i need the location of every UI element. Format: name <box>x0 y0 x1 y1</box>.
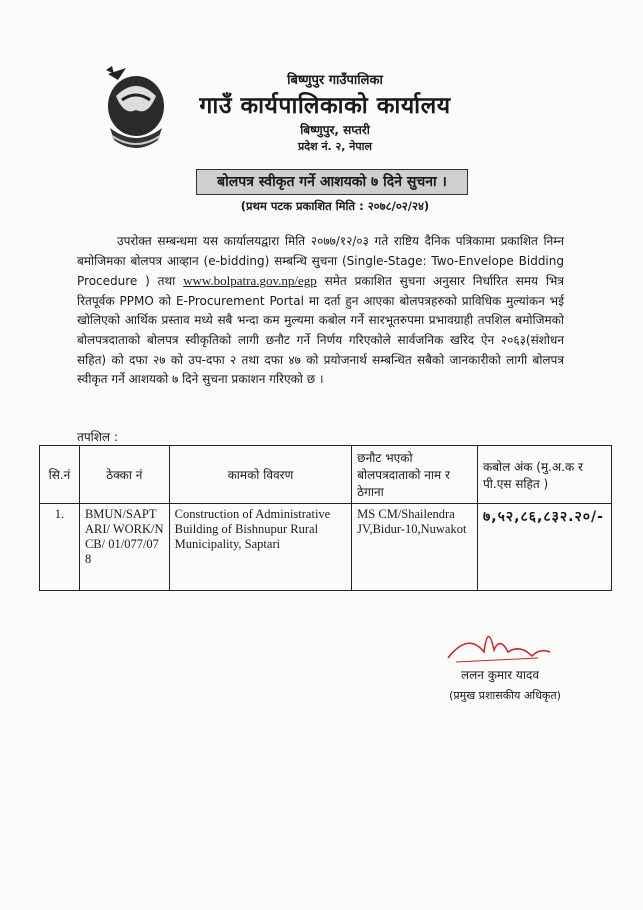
signature-icon <box>428 622 558 670</box>
row-bidder: MS CM/Shailendra JV,Bidur-10,Nuwakot <box>352 504 478 591</box>
table-header-row <box>40 446 612 504</box>
nepal-emblem-icon <box>98 66 168 158</box>
egp-link[interactable]: www.bolpatra.gov.np/egp <box>183 273 317 289</box>
body-part-1: उपरोक्त सम्बन्धमा यस कार्यालयद्वारा मिति २०७७/१२/०३ गते राष्टिय दैनिक पत्रिकामा प्रकाशित निम्न बमोजिमका बोलपत्र आव्हान (e-bidding) सम्बन्धि सुचना (Single-Stage: Two-Envelope Bidding Procedure ) तथा <box>77 234 564 289</box>
row-description: Construction of Administrative Building of Bishnupur Rural Municipality, Saptari <box>169 504 352 591</box>
office-title: गाउँ कार्यपालिकाको कार्यालय <box>199 93 451 119</box>
published-date: (प्रथम पटक प्रकाशित मिति : २०७८/०२/२४) <box>240 199 430 213</box>
municipality-name: बिष्णुपुर गाउँपालिका <box>287 73 383 88</box>
header-contract-no: ठेक्का नं <box>79 446 169 504</box>
award-table <box>39 445 612 591</box>
row-amount: ७,५२,८६,८३२.२०/- <box>477 504 611 591</box>
header-sn: सि.नं <box>40 446 80 504</box>
header-description: कामको विवरण <box>169 446 352 504</box>
table-row <box>40 504 612 591</box>
header-bidder: छनौट भएको बोलपत्रदाताको नाम र ठेगाना <box>352 446 478 504</box>
body-part-2: समेत प्रकाशित सुचना अनुसार निर्धारित समय भित्र रितपूर्वक PPMO को E-Procurement Portal मा दर्ता हुन आएका बोलपत्रहरुको प्राविधिक मुल्यांकन भई खोलिएको आर्थिक प्रस्ताव मध्ये सबै भन्दा कम मुल्यमा कबोल गर्ने सारभूतरुपमा प्रभावग्राही तपशिल बमोजिमको बोलपत्रदाताको बोलपत्र स्वीकृतिको लागी छनौट गर्ने निर्णय गरिएकोले सार्वजनिक खरिद ऐन २०६३(संशोधन सहित) को दफा २७ को उप-दफा २ तथा दफा ४७ को प्रयोजनार्थ सम्बन्धित सबैको जानकारीको लागी बोलपत्र स्वीकृत गर्ने आशयको ७ दिने सुचना प्रकाशन गरिएको छ । <box>77 274 564 387</box>
header-amount: कबोल अंक (मु.अ.क र पी.एस सहित ) <box>477 446 611 504</box>
notice-body <box>77 232 564 390</box>
signatory-name: ललन कुमार यादव <box>460 668 540 682</box>
province-line: प्रदेश नं. २, नेपाल <box>298 140 372 153</box>
row-sn: 1. <box>40 504 80 591</box>
office-address: बिष्णुपुर, सप्तरी <box>300 123 370 137</box>
row-contract-no: BMUN/SAPTARI/ WORK/NCB/ 01/077/078 <box>79 504 169 591</box>
notice-title: बोलपत्र स्वीकृत गर्ने आशयको ७ दिने सुचना । <box>196 169 468 195</box>
details-label: तपशिल : <box>77 430 118 444</box>
signatory-designation: (प्रमुख प्रशासकीय अधिकृत) <box>449 689 561 702</box>
